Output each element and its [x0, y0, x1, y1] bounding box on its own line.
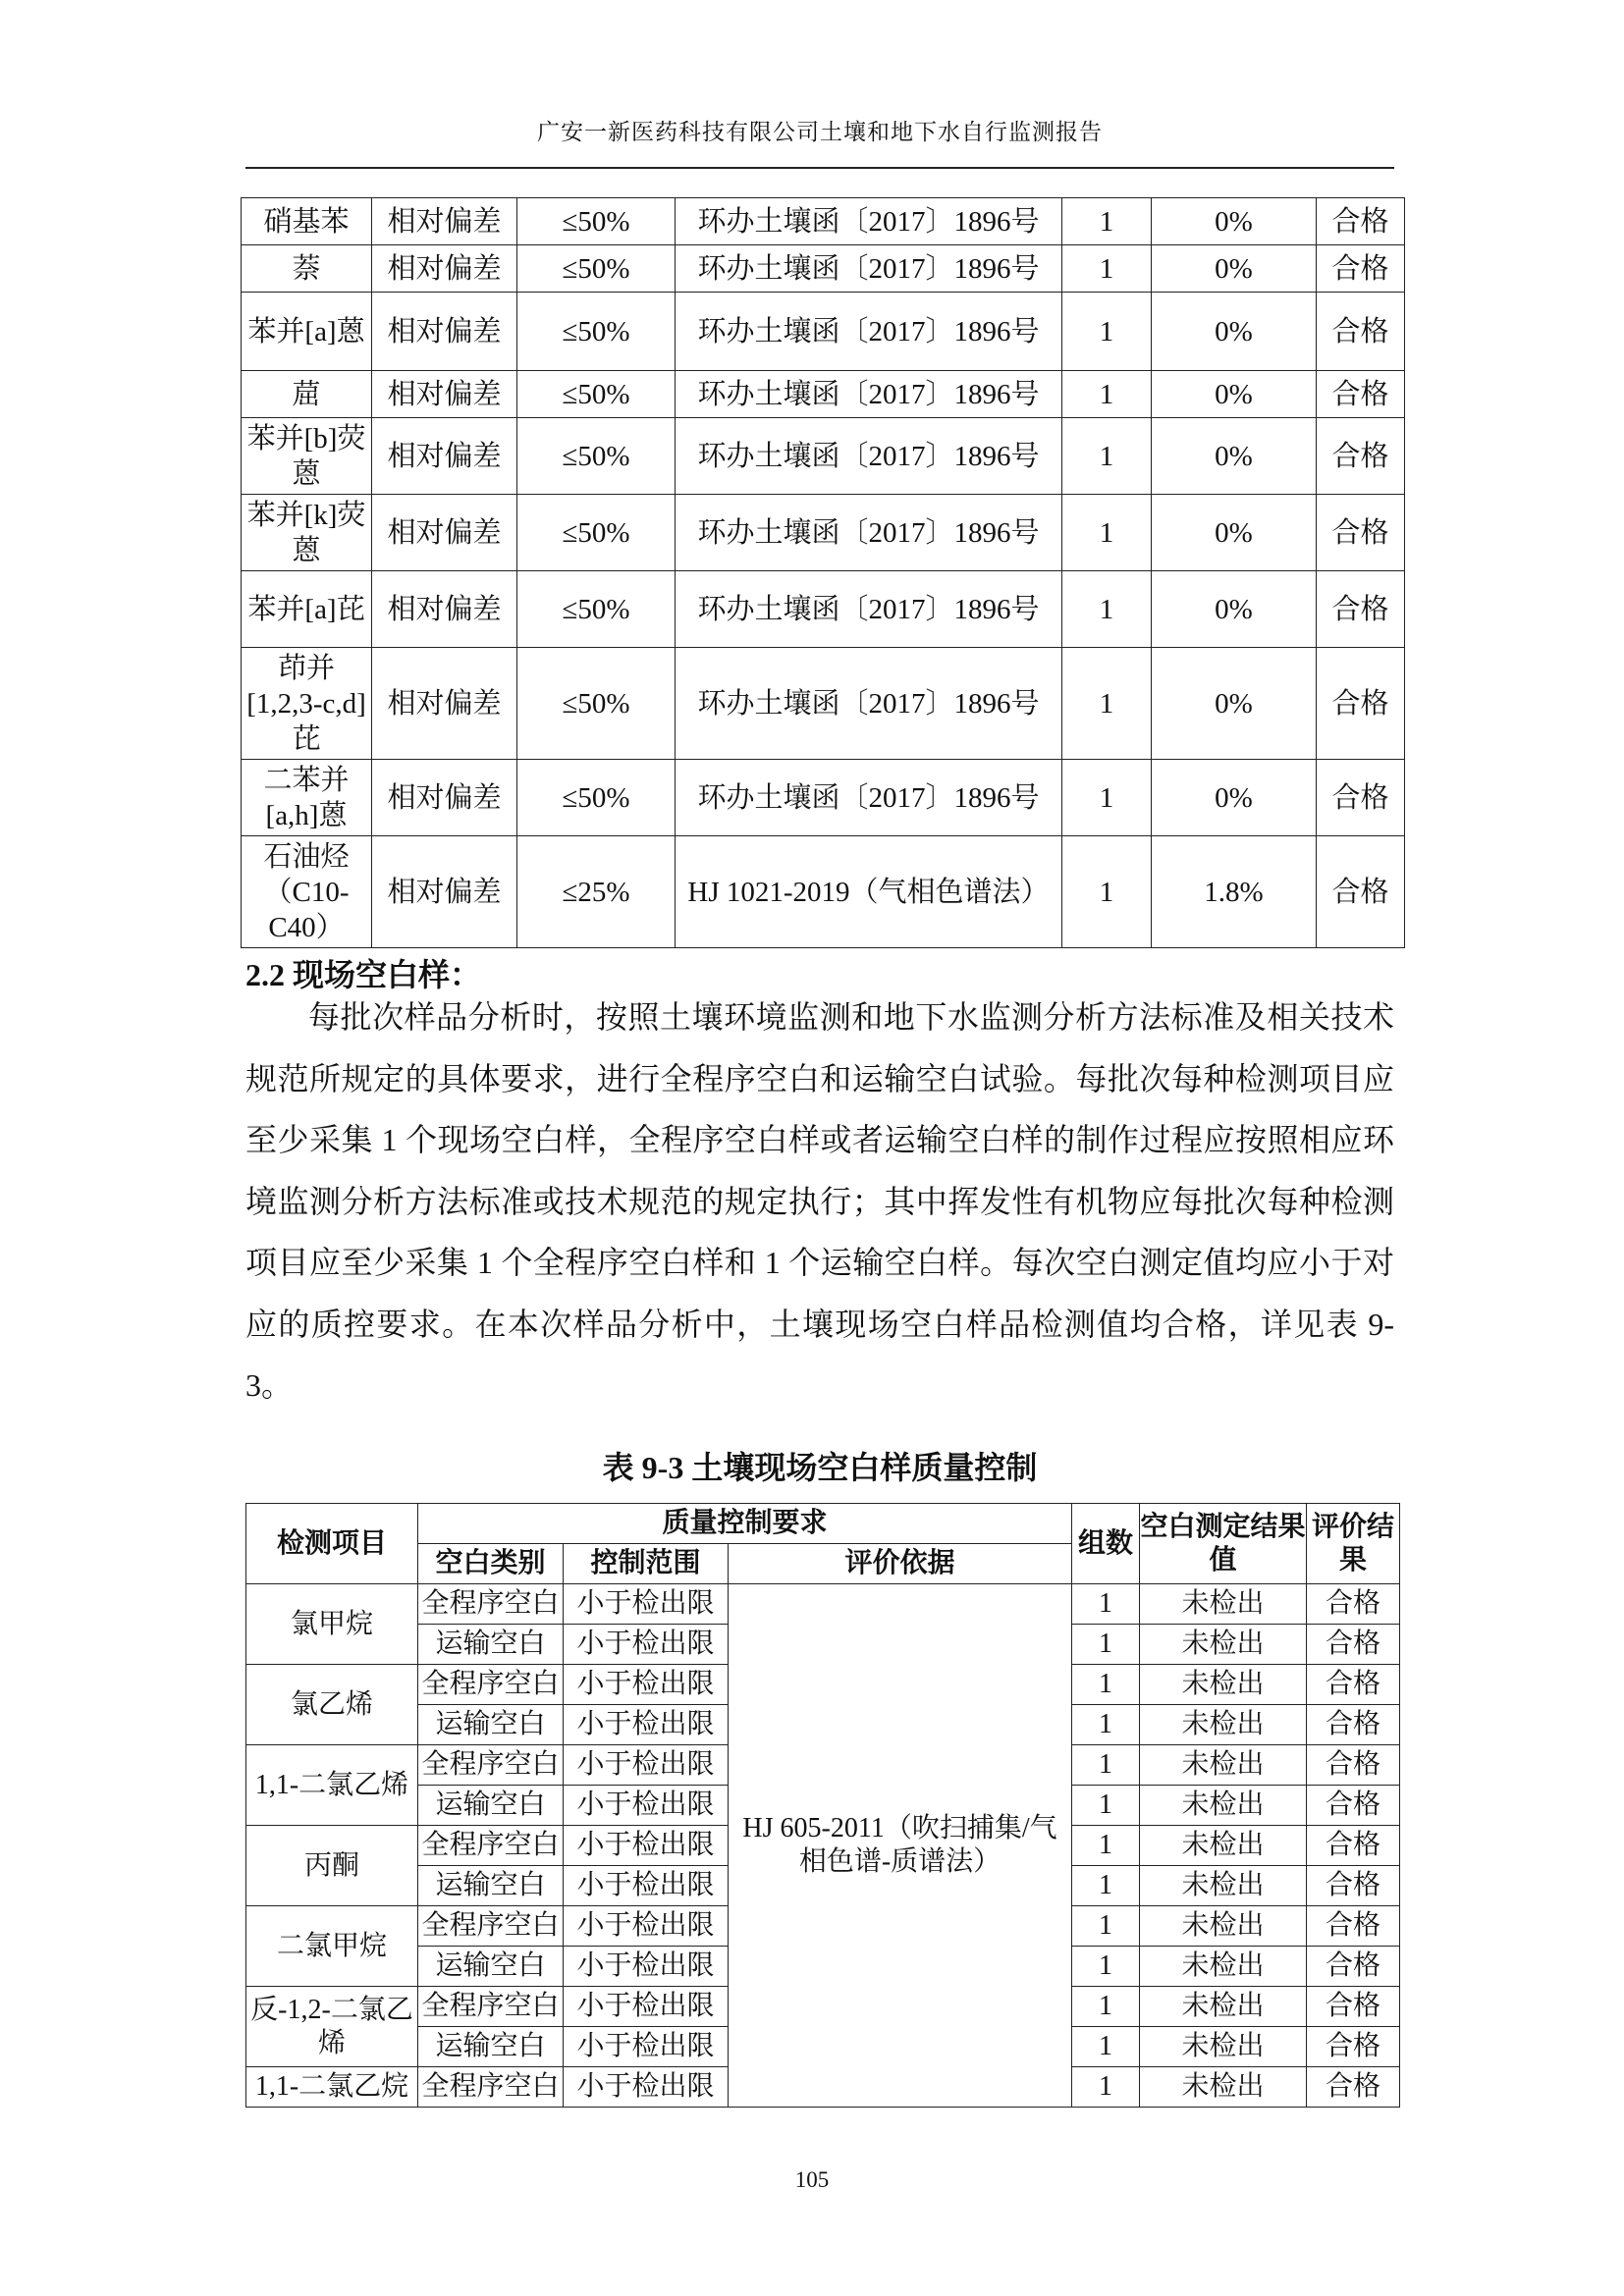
result-cell: 未检出: [1140, 1625, 1307, 1665]
result-cell: 未检出: [1140, 1906, 1307, 1947]
limit-cell: ≤50%: [517, 293, 676, 371]
header-result: 空白测定结果值: [1140, 1504, 1307, 1584]
qc-type-cell: 相对偏差: [372, 371, 517, 418]
result-cell: 1.8%: [1152, 836, 1317, 948]
limit-cell: ≤50%: [517, 371, 676, 418]
result-cell: 0%: [1152, 418, 1317, 495]
range-cell: 小于检出限: [564, 1584, 729, 1625]
range-cell: 小于检出限: [564, 1625, 729, 1665]
limit-cell: ≤25%: [517, 836, 676, 948]
groups-cell: 1: [1062, 760, 1152, 836]
eval-cell: 合格: [1307, 1625, 1400, 1665]
groups-cell: 1: [1062, 293, 1152, 371]
result-cell: 0%: [1152, 495, 1317, 571]
table-row: [242, 760, 1405, 836]
groups-cell: 1: [1072, 1584, 1140, 1625]
eval-cell: 合格: [1317, 571, 1405, 648]
result-cell: 0%: [1152, 371, 1317, 418]
item-cell: 丙酮: [246, 1826, 418, 1906]
header-range: 控制范围: [564, 1544, 729, 1584]
result-cell: 未检出: [1140, 1786, 1307, 1826]
blank-type-cell: 全程序空白: [418, 1584, 564, 1625]
groups-cell: 1: [1072, 1625, 1140, 1665]
basis-cell: 环办土壤函〔2017〕1896号: [676, 198, 1062, 245]
basis-cell: 环办土壤函〔2017〕1896号: [676, 293, 1062, 371]
basis-cell: 环办土壤函〔2017〕1896号: [676, 495, 1062, 571]
header-item: 检测项目: [246, 1504, 418, 1584]
paragraph-text: 每批次样品分析时，按照土壤环境监测和地下水监测分析方法标准及相关技术规范所规定的具体要求，进行全程序空白和运输空白试验。每批次每种检测项目应至少采集 1 个现场空白样，全程序空白样或者运输空白样的制作过程应按照相应环境监测分析方法标准或技术规范的规定执行；其中挥发性有机物应每批次每种检测项目应至少采集 1 个全程序空白样和 1 个运输空白样。每次空白测定值均应小于对应的质控要求。在本次样品分析中，土壤现场空白样品检测值均合格，详见表 9-3。: [245, 999, 1394, 1403]
blank-type-cell: 全程序空白: [418, 2067, 564, 2108]
item-cell: 苯并[b]荧蒽: [242, 418, 372, 495]
item-cell: 石油烃（C10-C40）: [242, 836, 372, 948]
item-cell: 1,1-二氯乙烷: [246, 2067, 418, 2108]
page-header: 广安一新医药科技有限公司土壤和地下水自行监测报告: [537, 120, 1103, 144]
result-cell: 未检出: [1140, 1987, 1307, 2027]
result-cell: 未检出: [1140, 1584, 1307, 1625]
eval-cell: 合格: [1317, 198, 1405, 245]
blank-type-cell: 运输空白: [418, 1705, 564, 1745]
groups-cell: 1: [1072, 1947, 1140, 1987]
groups-cell: 1: [1072, 2027, 1140, 2067]
groups-cell: 1: [1072, 1866, 1140, 1906]
header-eval: 评价结果: [1307, 1504, 1400, 1584]
basis-cell: 环办土壤函〔2017〕1896号: [676, 760, 1062, 836]
qc-type-cell: 相对偏差: [372, 418, 517, 495]
result-cell: 0%: [1152, 245, 1317, 293]
table-row: [246, 1584, 1400, 1625]
table-row: [242, 836, 1405, 948]
range-cell: 小于检出限: [564, 1906, 729, 1947]
result-cell: 未检出: [1140, 2067, 1307, 2108]
qc-type-cell: 相对偏差: [372, 571, 517, 648]
basis-cell: 环办土壤函〔2017〕1896号: [676, 571, 1062, 648]
groups-cell: 1: [1072, 1826, 1140, 1866]
groups-cell: 1: [1072, 1745, 1140, 1786]
qc-type-cell: 相对偏差: [372, 245, 517, 293]
eval-cell: 合格: [1307, 1906, 1400, 1947]
blank-type-cell: 运输空白: [418, 1625, 564, 1665]
groups-cell: 1: [1072, 2067, 1140, 2108]
result-cell: 0%: [1152, 198, 1317, 245]
qc-type-cell: 相对偏差: [372, 760, 517, 836]
eval-cell: 合格: [1307, 1665, 1400, 1705]
limit-cell: ≤50%: [517, 245, 676, 293]
header-groups: 组数: [1072, 1504, 1140, 1584]
range-cell: 小于检出限: [564, 1745, 729, 1786]
groups-cell: 1: [1072, 1906, 1140, 1947]
eval-cell: 合格: [1307, 1826, 1400, 1866]
eval-cell: 合格: [1307, 1745, 1400, 1786]
item-cell: 苯并[a]芘: [242, 571, 372, 648]
item-cell: 二苯并[a,h]蒽: [242, 760, 372, 836]
item-cell: 1,1-二氯乙烯: [246, 1745, 418, 1826]
qc-type-cell: 相对偏差: [372, 648, 517, 760]
table-row: [242, 198, 1405, 245]
limit-cell: ≤50%: [517, 418, 676, 495]
item-cell: 硝基苯: [242, 198, 372, 245]
table-row: [242, 571, 1405, 648]
result-cell: 未检出: [1140, 1745, 1307, 1786]
groups-cell: 1: [1062, 245, 1152, 293]
header-basis: 评价依据: [729, 1544, 1072, 1584]
eval-cell: 合格: [1317, 293, 1405, 371]
result-cell: 未检出: [1140, 1705, 1307, 1745]
range-cell: 小于检出限: [564, 1866, 729, 1906]
result-cell: 0%: [1152, 648, 1317, 760]
limit-cell: ≤50%: [517, 648, 676, 760]
table-row: [242, 495, 1405, 571]
range-cell: 小于检出限: [564, 1786, 729, 1826]
groups-cell: 1: [1062, 648, 1152, 760]
blank-type-cell: 全程序空白: [418, 1906, 564, 1947]
eval-cell: 合格: [1317, 371, 1405, 418]
item-cell: 反-1,2-二氯乙烯: [246, 1987, 418, 2067]
result-cell: 未检出: [1140, 1665, 1307, 1705]
groups-cell: 1: [1062, 836, 1152, 948]
eval-cell: 合格: [1317, 245, 1405, 293]
basis-cell: 环办土壤函〔2017〕1896号: [676, 648, 1062, 760]
result-cell: 未检出: [1140, 1866, 1307, 1906]
result-cell: 未检出: [1140, 1826, 1307, 1866]
groups-cell: 1: [1062, 495, 1152, 571]
basis-cell: 环办土壤函〔2017〕1896号: [676, 371, 1062, 418]
groups-cell: 1: [1072, 1987, 1140, 2027]
eval-cell: 合格: [1317, 760, 1405, 836]
eval-cell: 合格: [1307, 2067, 1400, 2108]
field-blank-qc-table: [245, 1503, 1400, 2108]
basis-cell: HJ 605-2011（吹扫捕集/气相色谱-质谱法）: [729, 1584, 1072, 2108]
eval-cell: 合格: [1307, 1947, 1400, 1987]
range-cell: 小于检出限: [564, 2067, 729, 2108]
eval-cell: 合格: [1307, 1584, 1400, 1625]
groups-cell: 1: [1072, 1665, 1140, 1705]
groups-cell: 1: [1072, 1705, 1140, 1745]
qc-type-cell: 相对偏差: [372, 293, 517, 371]
eval-cell: 合格: [1317, 495, 1405, 571]
eval-cell: 合格: [1317, 648, 1405, 760]
result-cell: 未检出: [1140, 2027, 1307, 2067]
basis-cell: HJ 1021-2019（气相色谱法）: [676, 836, 1062, 948]
table-row: [242, 293, 1405, 371]
groups-cell: 1: [1062, 198, 1152, 245]
eval-cell: 合格: [1307, 2027, 1400, 2067]
range-cell: 小于检出限: [564, 1947, 729, 1987]
qc-type-cell: 相对偏差: [372, 495, 517, 571]
table-row: [242, 371, 1405, 418]
table-row: [242, 418, 1405, 495]
groups-cell: 1: [1062, 371, 1152, 418]
header-blank-type: 空白类别: [418, 1544, 564, 1584]
item-cell: 二氯甲烷: [246, 1906, 418, 1987]
section-paragraph: [245, 987, 1394, 1416]
eval-cell: 合格: [1307, 1987, 1400, 2027]
result-cell: 0%: [1152, 293, 1317, 371]
header-qc: 质量控制要求: [418, 1504, 1072, 1544]
blank-type-cell: 全程序空白: [418, 1987, 564, 2027]
blank-type-cell: 运输空白: [418, 2027, 564, 2067]
page-number: 105: [794, 2167, 830, 2192]
item-cell: 䓛: [242, 371, 372, 418]
blank-type-cell: 运输空白: [418, 1947, 564, 1987]
groups-cell: 1: [1062, 571, 1152, 648]
qc-deviation-table: [241, 197, 1405, 948]
limit-cell: ≤50%: [517, 571, 676, 648]
item-cell: 萘: [242, 245, 372, 293]
range-cell: 小于检出限: [564, 2027, 729, 2067]
item-cell: 苯并[k]荧蒽: [242, 495, 372, 571]
eval-cell: 合格: [1317, 836, 1405, 948]
result-cell: 0%: [1152, 571, 1317, 648]
eval-cell: 合格: [1317, 418, 1405, 495]
result-cell: 未检出: [1140, 1947, 1307, 1987]
range-cell: 小于检出限: [564, 1826, 729, 1866]
limit-cell: ≤50%: [517, 760, 676, 836]
limit-cell: ≤50%: [517, 495, 676, 571]
basis-cell: 环办土壤函〔2017〕1896号: [676, 245, 1062, 293]
item-cell: 氯甲烷: [246, 1584, 418, 1665]
qc-type-cell: 相对偏差: [372, 836, 517, 948]
blank-type-cell: 运输空白: [418, 1866, 564, 1906]
groups-cell: 1: [1072, 1786, 1140, 1826]
table-row: [242, 245, 1405, 293]
blank-type-cell: 全程序空白: [418, 1745, 564, 1786]
section-heading: 2.2 现场空白样：: [245, 957, 482, 992]
range-cell: 小于检出限: [564, 1987, 729, 2027]
blank-type-cell: 全程序空白: [418, 1826, 564, 1866]
basis-cell: 环办土壤函〔2017〕1896号: [676, 418, 1062, 495]
range-cell: 小于检出限: [564, 1665, 729, 1705]
eval-cell: 合格: [1307, 1786, 1400, 1826]
eval-cell: 合格: [1307, 1866, 1400, 1906]
qc-type-cell: 相对偏差: [372, 198, 517, 245]
item-cell: 氯乙烯: [246, 1665, 418, 1745]
item-cell: 苯并[a]蒽: [242, 293, 372, 371]
header-rule: [245, 167, 1394, 169]
eval-cell: 合格: [1307, 1705, 1400, 1745]
range-cell: 小于检出限: [564, 1705, 729, 1745]
table-caption: 表 9-3 土壤现场空白样质量控制: [602, 1450, 1038, 1485]
groups-cell: 1: [1062, 418, 1152, 495]
limit-cell: ≤50%: [517, 198, 676, 245]
blank-type-cell: 全程序空白: [418, 1665, 564, 1705]
blank-type-cell: 运输空白: [418, 1786, 564, 1826]
item-cell: 茚并[1,2,3-c,d]芘: [242, 648, 372, 760]
table-row: [242, 648, 1405, 760]
result-cell: 0%: [1152, 760, 1317, 836]
